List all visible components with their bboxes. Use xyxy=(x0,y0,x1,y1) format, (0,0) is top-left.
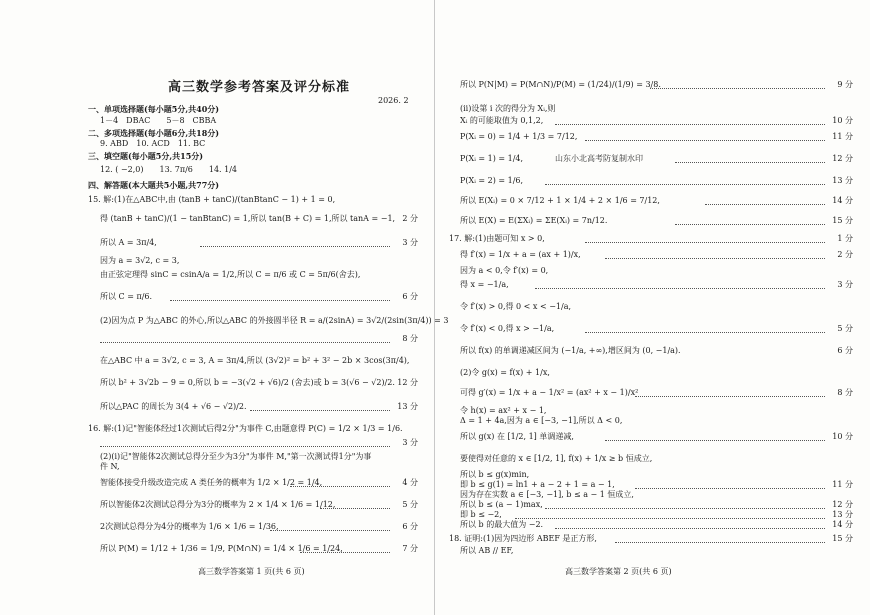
solution-line: 智能体接受升级改造完成 A 类任务的概率为 1/2 × 1/2 = 1/4, xyxy=(100,478,323,487)
solution-line: P(Xᵢ = 0) = 1/4 + 1/3 = 7/12, xyxy=(460,132,578,141)
solution-line: 所以 AB // EF, xyxy=(460,546,514,555)
score-label: 6 分 xyxy=(402,522,418,531)
dot-leader xyxy=(545,184,825,185)
page-2 xyxy=(435,0,870,615)
dot-leader xyxy=(605,440,825,441)
solution-line: 因为存在实数 a ∈ [−3, −1], b ≤ a − 1 恒成立, xyxy=(460,490,634,499)
dot-leader xyxy=(605,258,825,259)
solution-line: 由正弦定理得 sinC = csinA/a = 1/2,所以 C = π/6 或 C = 5π/6(舍去), xyxy=(100,270,361,279)
page-title: 高三数学参考答案及评分标准 xyxy=(168,80,351,95)
solution-line: (ii)设第 i 次的得分为 Xᵢ,则 xyxy=(460,104,556,113)
date-label: 2026. 2 xyxy=(378,96,409,105)
solution-line: Xᵢ 的可能取值为 0,1,2, xyxy=(460,116,544,125)
dot-leader xyxy=(585,332,825,333)
score-label: 10 分 xyxy=(832,432,853,441)
solution-line: 所以 f(x) 的单调递减区间为 (−1/a, +∞),增区间为 (0, −1/a). xyxy=(460,346,681,355)
solution-line: 可得 g′(x) = 1/x + a − 1/x² = (ax² + x − 1)/x² xyxy=(460,388,639,397)
score-label: 10 分 xyxy=(832,116,853,125)
solution-line: 所以 P(N|M) = P(M∩N)/P(M) = (1/24)/(1/9) = 3/8. xyxy=(460,80,661,89)
solution-line: 所以 b ≤ (a − 1)max, xyxy=(460,500,543,509)
dot-leader xyxy=(555,124,825,125)
score-label: 15 分 xyxy=(832,534,853,543)
solution-line: 2次测试总得分为4分的概率为 1/6 × 1/6 = 1/36, xyxy=(100,522,279,531)
solution-line: 件 N, xyxy=(100,462,120,471)
score-label: 9 分 xyxy=(837,80,853,89)
score-label: 8 分 xyxy=(402,334,418,343)
page-footer: 高三数学答案第 1 页(共 6 页) xyxy=(198,567,305,576)
score-label: 12 分 xyxy=(397,378,418,387)
solution-line: 17. 解:(1)由题可知 x > 0, xyxy=(449,234,545,243)
solution-line: (2)(i)记"智能体2次测试总得分至少为3分"为事件 M,"第一次测试得1分"为事 xyxy=(100,452,372,461)
score-label: 11 分 xyxy=(832,132,853,141)
dot-leader xyxy=(635,396,825,397)
solution-line: 得 (tanB + tanC)/(1 − tanBtanC) = 1,所以 tan(B + C) = 1,所以 tanA = −1, xyxy=(100,214,396,223)
score-label: 6 分 xyxy=(837,346,853,355)
dot-leader xyxy=(635,488,825,489)
page-footer: 高三数学答案第 2 页(共 6 页) xyxy=(565,567,672,576)
answer-line: 1－4 DBAC 5－8 CBBA xyxy=(100,116,217,125)
dot-leader xyxy=(270,530,390,531)
section-heading: 四、解答题(本大题共5小题,共77分) xyxy=(88,180,220,190)
score-label: 12 分 xyxy=(832,154,853,163)
dot-leader xyxy=(555,528,825,529)
score-label: 11 分 xyxy=(832,480,853,489)
solution-line: 所以 E(X) = E(ΣXᵢ) = ΣE(Xᵢ) = 7n/12. xyxy=(460,216,608,225)
score-label: 7 分 xyxy=(402,544,418,553)
dot-leader xyxy=(545,508,825,509)
dot-leader xyxy=(535,288,825,289)
solution-line: 所以 b² + 3√2b − 9 = 0,所以 b = −3(√2 + √6)/2 (舍去)或 b = 3(√6 − √2)/2. xyxy=(100,378,395,387)
dot-leader xyxy=(320,508,390,509)
solution-line: 所以 b 的最大值为 −2. xyxy=(460,520,544,529)
score-label: 5 分 xyxy=(402,500,418,509)
solution-line: 令 h(x) = ax² + x − 1, xyxy=(460,406,547,415)
dot-leader xyxy=(100,342,390,343)
solution-line: 所以智能体2次测试总得分为3分的概率为 2 × 1/4 × 1/6 = 1/12, xyxy=(100,500,336,509)
solution-line: 18. 证明:(1)因为四边形 ABEF 是正方形, xyxy=(449,534,597,543)
solution-line: P(Xᵢ = 2) = 1/6, xyxy=(460,176,524,185)
dot-leader xyxy=(675,224,825,225)
section-heading: 二、多项选择题(每小题6分,共18分) xyxy=(88,128,220,138)
score-label: 13 分 xyxy=(397,402,418,411)
solution-line: 因为 a < 0,令 f′(x) = 0, xyxy=(460,266,549,275)
dot-leader xyxy=(290,486,390,487)
solution-line: (2)因为点 P 为△ABC 的外心,所以△ABC 的外接圆半径 R = a/(2sinA) = 3√2/(2sin(3π/4)) = 3 xyxy=(100,316,449,325)
dot-leader xyxy=(250,410,390,411)
solution-line: Δ = 1 + 4a,因为 a ∈ [−3, −1],所以 Δ < 0, xyxy=(460,416,623,425)
dot-leader xyxy=(170,300,390,301)
solution-line: 15. 解:(1)在△ABC中,由 (tanB + tanC)/(tanBtanC − 1) + 1 = 0, xyxy=(88,195,336,204)
score-label: 15 分 xyxy=(832,216,853,225)
score-label: 8 分 xyxy=(837,388,853,397)
score-label: 5 分 xyxy=(837,324,853,333)
answer-line: 9. ABD 10. ACD 11. BC xyxy=(100,139,206,148)
solution-line: 所以△PAC 的周长为 3(4 + √6 − √2)/2. xyxy=(100,402,247,411)
solution-line: 在△ABC 中 a = 3√2, c = 3, A = 3π/4,所以 (3√2)² = b² + 3² − 2b × 3cos(3π/4), xyxy=(100,356,410,365)
score-label: 2 分 xyxy=(837,250,853,259)
solution-line: 令 f′(x) < 0,得 x > −1/a, xyxy=(460,324,555,333)
dot-leader xyxy=(300,552,390,553)
score-label: 3 分 xyxy=(402,438,418,447)
dot-leader xyxy=(650,88,825,89)
watermark-text: 山东小北高考防复制水印 xyxy=(555,154,643,163)
solution-line: 得 x = −1/a, xyxy=(460,280,509,289)
dot-leader xyxy=(200,246,390,247)
score-label: 6 分 xyxy=(402,292,418,301)
score-label: 12 分 xyxy=(832,500,853,509)
solution-line: 所以 g(x) 在 [1/2, 1] 单调递减, xyxy=(460,432,574,441)
dot-leader xyxy=(615,542,825,543)
score-label: 4 分 xyxy=(402,478,418,487)
score-label: 2 分 xyxy=(402,214,418,223)
solution-line: 令 f′(x) > 0,得 0 < x < −1/a, xyxy=(460,302,572,311)
solution-line: (2)令 g(x) = f(x) + 1/x, xyxy=(460,368,550,377)
score-label: 3 分 xyxy=(837,280,853,289)
dot-leader xyxy=(585,242,825,243)
section-heading: 三、填空题(每小题5分,共15分) xyxy=(88,151,204,161)
solution-line: 要使得对任意的 x ∈ [1/2, 1], f(x) + 1/x ≥ b 恒成立, xyxy=(460,454,653,463)
solution-line: 得 f′(x) = 1/x + a = (ax + 1)/x, xyxy=(460,250,581,259)
solution-line: 所以 E(Xᵢ) = 0 × 7/12 + 1 × 1/4 + 2 × 1/6 = 7/12, xyxy=(460,196,660,205)
dot-leader xyxy=(705,204,825,205)
score-label: 13 分 xyxy=(832,510,853,519)
solution-line: P(Xᵢ = 1) = 1/4, xyxy=(460,154,524,163)
dot-leader xyxy=(585,140,825,141)
section-heading: 一、单项选择题(每小题5分,共40分) xyxy=(88,104,220,114)
answer-line: 12. ( −2,0) 13. 7π/6 14. 1/4 xyxy=(100,165,238,174)
dot-leader xyxy=(675,162,825,163)
score-label: 14 分 xyxy=(832,196,853,205)
score-label: 3 分 xyxy=(402,238,418,247)
solution-line: 所以 b ≤ g(x)min, xyxy=(460,470,530,479)
score-label: 1 分 xyxy=(837,234,853,243)
solution-line: 即 b ≤ −2, xyxy=(460,510,502,519)
solution-line: 所以 C = π/6. xyxy=(100,292,153,301)
solution-line: 所以 A = 3π/4, xyxy=(100,238,157,247)
score-label: 13 分 xyxy=(832,176,853,185)
solution-line: 所以 P(M) = 1/12 + 1/36 = 1/9, P(M∩N) = 1/4 × 1/6 = 1/24, xyxy=(100,544,343,553)
score-label: 14 分 xyxy=(832,520,853,529)
dot-leader xyxy=(515,518,825,519)
solution-line: 因为 a = 3√2, c = 3, xyxy=(100,256,180,265)
solution-line: 16. 解:(1)记"智能体经过1次测试后得2分"为事件 C,由题意得 P(C) = 1/2 × 1/3 = 1/6. xyxy=(88,424,403,433)
solution-line: 即 b ≤ g(1) = ln1 + a − 2 + 1 = a − 1, xyxy=(460,480,615,489)
dot-leader xyxy=(100,446,390,447)
